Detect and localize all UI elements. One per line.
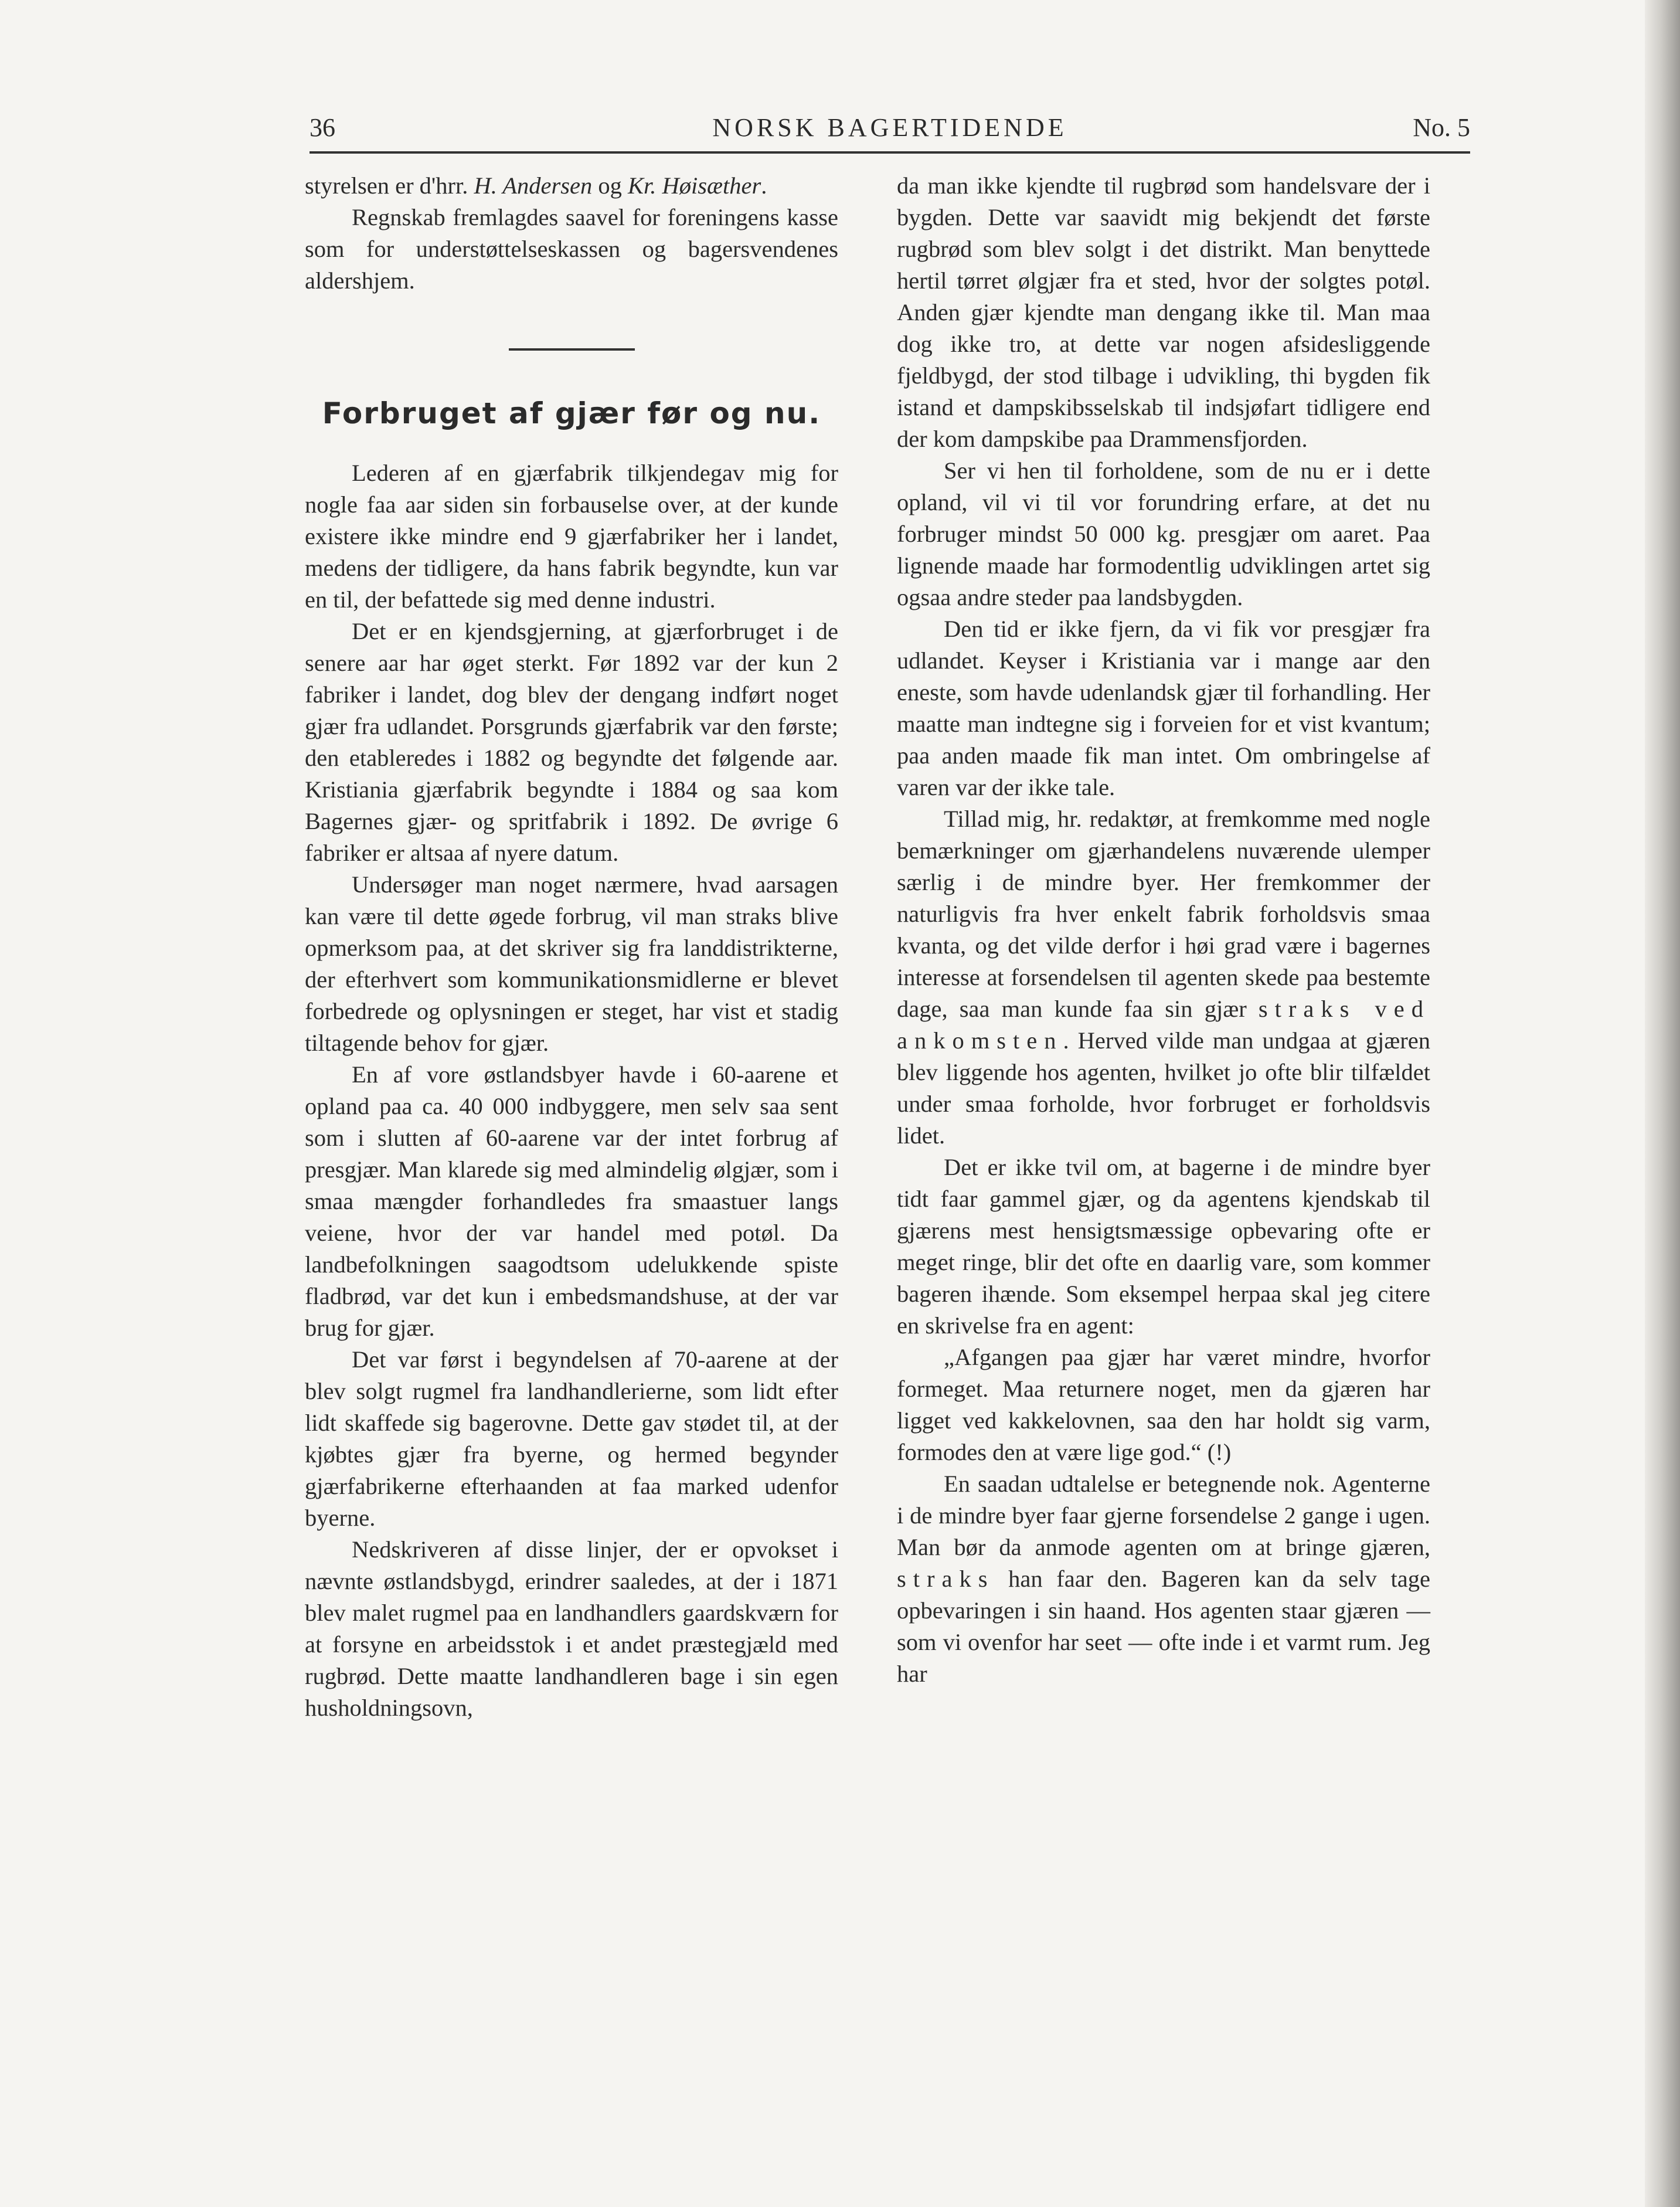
page-edge-shadow — [1645, 0, 1680, 2207]
page-header — [310, 110, 1470, 151]
paragraph-text: En saadan udtalelse er betegnende nok. Agenterne i de mindre byer faar gjerne forsendelse 2 gange i ugen. Man bør da anmode agenten om at bringe gjæren, — [897, 1471, 1430, 1560]
journal-title: NORSK BAGERTIDENDE — [712, 113, 1067, 142]
left-column — [305, 170, 838, 1724]
quotation: „Afgangen paa gjær har været mindre, hvorfor formeget. Maa returnere noget, men da gjæren har ligget ved kakkelovnen, saa den har holdt sig varm, formodes den at være lige god.“ (!) — [897, 1344, 1430, 1465]
paragraph-text: . Herved vilde man undgaa at gjæren blev liggende hos agenten, hvilket jo ofte blir tilfældet under smaa forholde, hvor forbruget er forholdsvis lidet. — [897, 1027, 1430, 1149]
paragraph: Det er ikke tvil om, at bagerne i de mindre byer tidt faar gammel gjær, og da agentens kjendskab til gjærens mest hensigtsmæssige opbevaring ofte er meget ringe, blir det ofte en daarlig vare, som kommer bageren ihænde. Som eksempel herpaa skal jeg citere en skrivelse fra en agent: — [897, 1154, 1430, 1339]
intro-end: . — [761, 172, 767, 199]
right-column — [897, 170, 1430, 1690]
paragraph: Den tid er ikke fjern, da vi fik vor presgjær fra udlandet. Keyser i Kristiania var i mange aar den eneste, som havde udenlandsk gjær til forhandling. Her maatte man indtegne sig i forveien for et vist kvantum; paa anden maade fik man intet. Om ombringelse af varen var der ikke tale. — [897, 616, 1430, 800]
spaced-emphasis: straks — [897, 1566, 995, 1592]
spaced-emphasis: straks ved ankomsten — [897, 996, 1430, 1054]
paragraph — [897, 803, 1430, 1152]
paragraph — [897, 1468, 1430, 1690]
paragraph: Det var først i begyndelsen af 70-aarene at der blev solgt rugmel fra landhandlerierne, som lidt efter lidt skaffede sig bagerovne. Dette gav stødet til, at der kjøbtes gjær fra byerne, og hermed begynder gjærfabrikerne efterhaanden at faa marked udenfor byerne. — [305, 1346, 838, 1531]
intro-paragraph — [305, 170, 838, 202]
paragraph: Det er en kjendsgjerning, at gjærforbruget i de senere aar har øget sterkt. Før 1892 var der kun 2 fabriker i landet, dog blev der dengang indført noget gjær fra udlandet. Porsgrunds gjærfabrik var den første; den etableredes i 1882 og begyndte det følgende aar. Kristiania gjærfabrik begyndte i 1884 og saa kom Bagernes gjær- og spritfabrik i 1892. De øvrige 6 fabriker er altsaa af nyere datum. — [305, 618, 838, 866]
paragraph: Regnskab fremlagdes saavel for foreningens kasse som for understøttelseskassen og bagersvendenes aldershjem. — [305, 204, 838, 294]
intro-text: styrelsen er d'hrr. — [305, 172, 474, 199]
paragraph: En af vore østlandsbyer havde i 60-aarene et opland paa ca. 40 000 indbyggere, men selv saa sent som i slutten af 60-aarene var der intet forbrug af presgjær. Man klarede sig med almindelig ølgjær, som i smaa mængder forhandledes fra smaastuer langs veiene, hvor der var handel med potøl. Da landbefolkningen saagodtsom udelukkende spiste fladbrød, var det kun i embedsmandshuse, at der var brug for gjær. — [305, 1061, 838, 1341]
paragraph: Nedskriveren af disse linjer, der er opvokset i nævnte østlandsbygd, erindrer saaledes, at der i 1871 blev malet rugmel paa en landhandlers gaardskværn for at forsyne en arbeidsstok i et andet præstegjæld med rugbrød. Dette maatte landhandleren bage i sin egen husholdningsovn, — [305, 1536, 838, 1721]
name-andersen: H. Andersen — [474, 172, 593, 199]
paragraph-text: han faar den. Bageren kan da selv tage opbevaringen i sin haand. Hos agenten staar gjæren — som vi ovenfor har seet — ofte inde i et varmt rum. Jeg har — [897, 1566, 1430, 1687]
paragraph: Lederen af en gjærfabrik tilkjendegav mig for nogle faa aar siden sin forbauselse over, at der kunde existere ikke mindre end 9 gjærfabriker her i landet, medens der tidligere, da hans fabrik begyndte, kun var en til, der befattede sig med denne industri. — [305, 460, 838, 613]
paragraph: Ser vi hen til forholdene, som de nu er i dette opland, vil vi til vor forundring erfare, at det nu forbruger mindst 50 000 kg. presgjær om aaret. Paa lignende maade har formodentlig udviklingen artet sig ogsaa andre steder paa landsbygden. — [897, 457, 1430, 610]
paragraph-text: Tillad mig, hr. redaktør, at fremkomme med nogle bemærkninger om gjærhandelens nuværende ulemper særlig i de mindre byer. Her fremkommer der naturligvis fra hver enkelt fabrik forholdsvis smaa kvanta, og det vilde derfor i høi grad være i bagernes interesse at forsendelsen til agenten skede paa bestemte dage, saa man kunde faa sin gjær — [897, 806, 1430, 1022]
article-title: Forbruget af gjær før og nu. — [322, 396, 821, 430]
intro-conjunction: og — [592, 172, 628, 199]
header-rule — [310, 151, 1470, 154]
issue-number: No. 5 — [1413, 113, 1470, 142]
name-hoisaether: Kr. Høisæther — [627, 172, 761, 199]
section-divider — [509, 348, 635, 351]
page-number: 36 — [310, 113, 335, 142]
paragraph: Undersøger man noget nærmere, hvad aarsagen kan være til dette øgede forbrug, vil man straks blive opmerksom paa, at det skriver sig fra landdistrikterne, der efterhvert som kommunikationsmidlerne er blevet forbedrede og oplysningen er steget, har vist et stadig tiltagende behov for gjær. — [305, 871, 838, 1056]
paragraph: da man ikke kjendte til rugbrød som handelsvare der i bygden. Dette var saavidt mig bekjendt det første rugbrød som blev solgt i det distrikt. Man benyttede hertil tørret ølgjær fra et sted, hvor der solgtes potøl. Anden gjær kjendte man dengang ikke til. Man maa dog ikke tro, at dette var nogen afsidesliggende fjeldbygd, der stod tilbage i udvikling, thi bygden fik istand et dampskibsselskab til indsjøfart tidligere end der kom dampskibe paa Drammensfjorden. — [897, 172, 1430, 452]
